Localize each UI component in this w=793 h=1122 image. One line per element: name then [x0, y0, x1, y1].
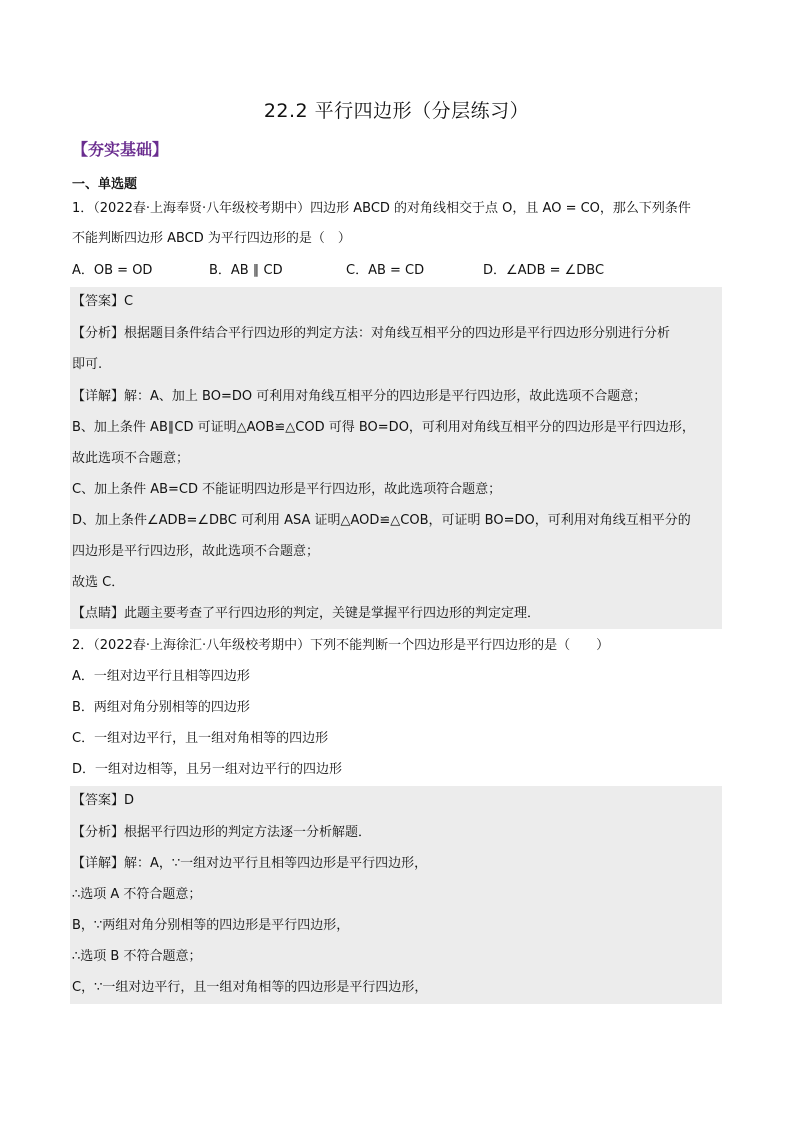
- q1-stem-line-2: 不能判断四边形 ABCD 为平行四边形的是（ ）: [72, 231, 351, 246]
- q2-detail-line-3: B，∵两组对角分别相等的四边形是平行四边形，: [72, 918, 350, 933]
- q2-option-b: B．两组对角分别相等的四边形: [72, 700, 250, 715]
- q2-detail-line-4: ∴选项 B 不符合题意；: [72, 949, 202, 964]
- q1-answer: 【答案】C: [72, 294, 134, 309]
- part-heading: 一、单选题: [72, 177, 138, 192]
- q2-analysis: 【分析】根据平行四边形的判定方法逐一分析解题．: [72, 825, 372, 840]
- q1-option-d: D．∠ADB = ∠DBC: [483, 263, 605, 278]
- q1-detail-line-7: 故选 C．: [72, 575, 125, 590]
- q1-comment: 【点睛】此题主要考查了平行四边形的判定，关键是掌握平行四边形的判定定理．: [72, 606, 541, 621]
- q2-detail-line-2: ∴选项 A 不符合题意；: [72, 887, 202, 902]
- q1-analysis-line-2: 即可.: [72, 357, 103, 372]
- q2-option-c: C．一组对边平行，且一组对角相等的四边形: [72, 731, 329, 746]
- q2-detail-line-1: 【详解】解：A，∵一组对边平行且相等四边形是平行四边形，: [72, 856, 428, 871]
- q1-option-a: A．OB = OD: [72, 263, 153, 278]
- page-title: 22.2 平行四边形（分层练习）: [263, 100, 530, 122]
- q1-detail-line-4: C、加上条件 AB=CD 不能证明四边形是平行四边形，故此选项符合题意；: [72, 482, 502, 497]
- q1-detail-line-1: 【详解】解：A、加上 BO=DO 可利用对角线互相平分的四边形是平行四边形，故此选项不合题意；: [72, 389, 647, 404]
- section-tag: 【夯实基础】: [72, 140, 169, 159]
- q2-option-a: A．一组对边平行且相等四边形: [72, 669, 250, 684]
- q1-option-b: B．AB ∥ CD: [209, 263, 283, 278]
- q1-detail-line-5: D、加上条件∠ADB=∠DBC 可利用 ASA 证明△AOD≌△COB，可证明 BO=DO，可利用对角线互相平分的: [72, 513, 691, 528]
- q1-detail-line-6: 四边形是平行四边形，故此选项不合题意；: [72, 544, 320, 559]
- q1-stem-line-1: 1．（2022春·上海奉贤·八年级校考期中）四边形 ABCD 的对角线相交于点 O，且 AO = CO，那么下列条件: [72, 201, 691, 216]
- q2-detail-line-5: C，∵一组对边平行，且一组对角相等的四边形是平行四边形，: [72, 980, 428, 995]
- q1-option-c: C．AB = CD: [346, 263, 425, 278]
- q1-options: [72, 262, 722, 280]
- q2-answer: 【答案】D: [72, 793, 135, 808]
- q2-stem: 2．（2022春·上海徐汇·八年级校考期中）下列不能判断一个四边形是平行四边形的是（ ）: [72, 638, 610, 653]
- q1-analysis-line-1: 【分析】根据题目条件结合平行四边形的判定方法：对角线互相平分的四边形是平行四边形分别进行分析: [72, 326, 671, 341]
- q1-detail-line-2: B、加上条件 AB∥CD 可证明△AOB≌△COD 可得 BO=DO，可利用对角线互相平分的四边形是平行四边形，: [72, 420, 695, 435]
- q2-option-d: D．一组对边相等，且另一组对边平行的四边形: [72, 762, 343, 777]
- q1-detail-line-3: 故此选项不合题意；: [72, 451, 190, 466]
